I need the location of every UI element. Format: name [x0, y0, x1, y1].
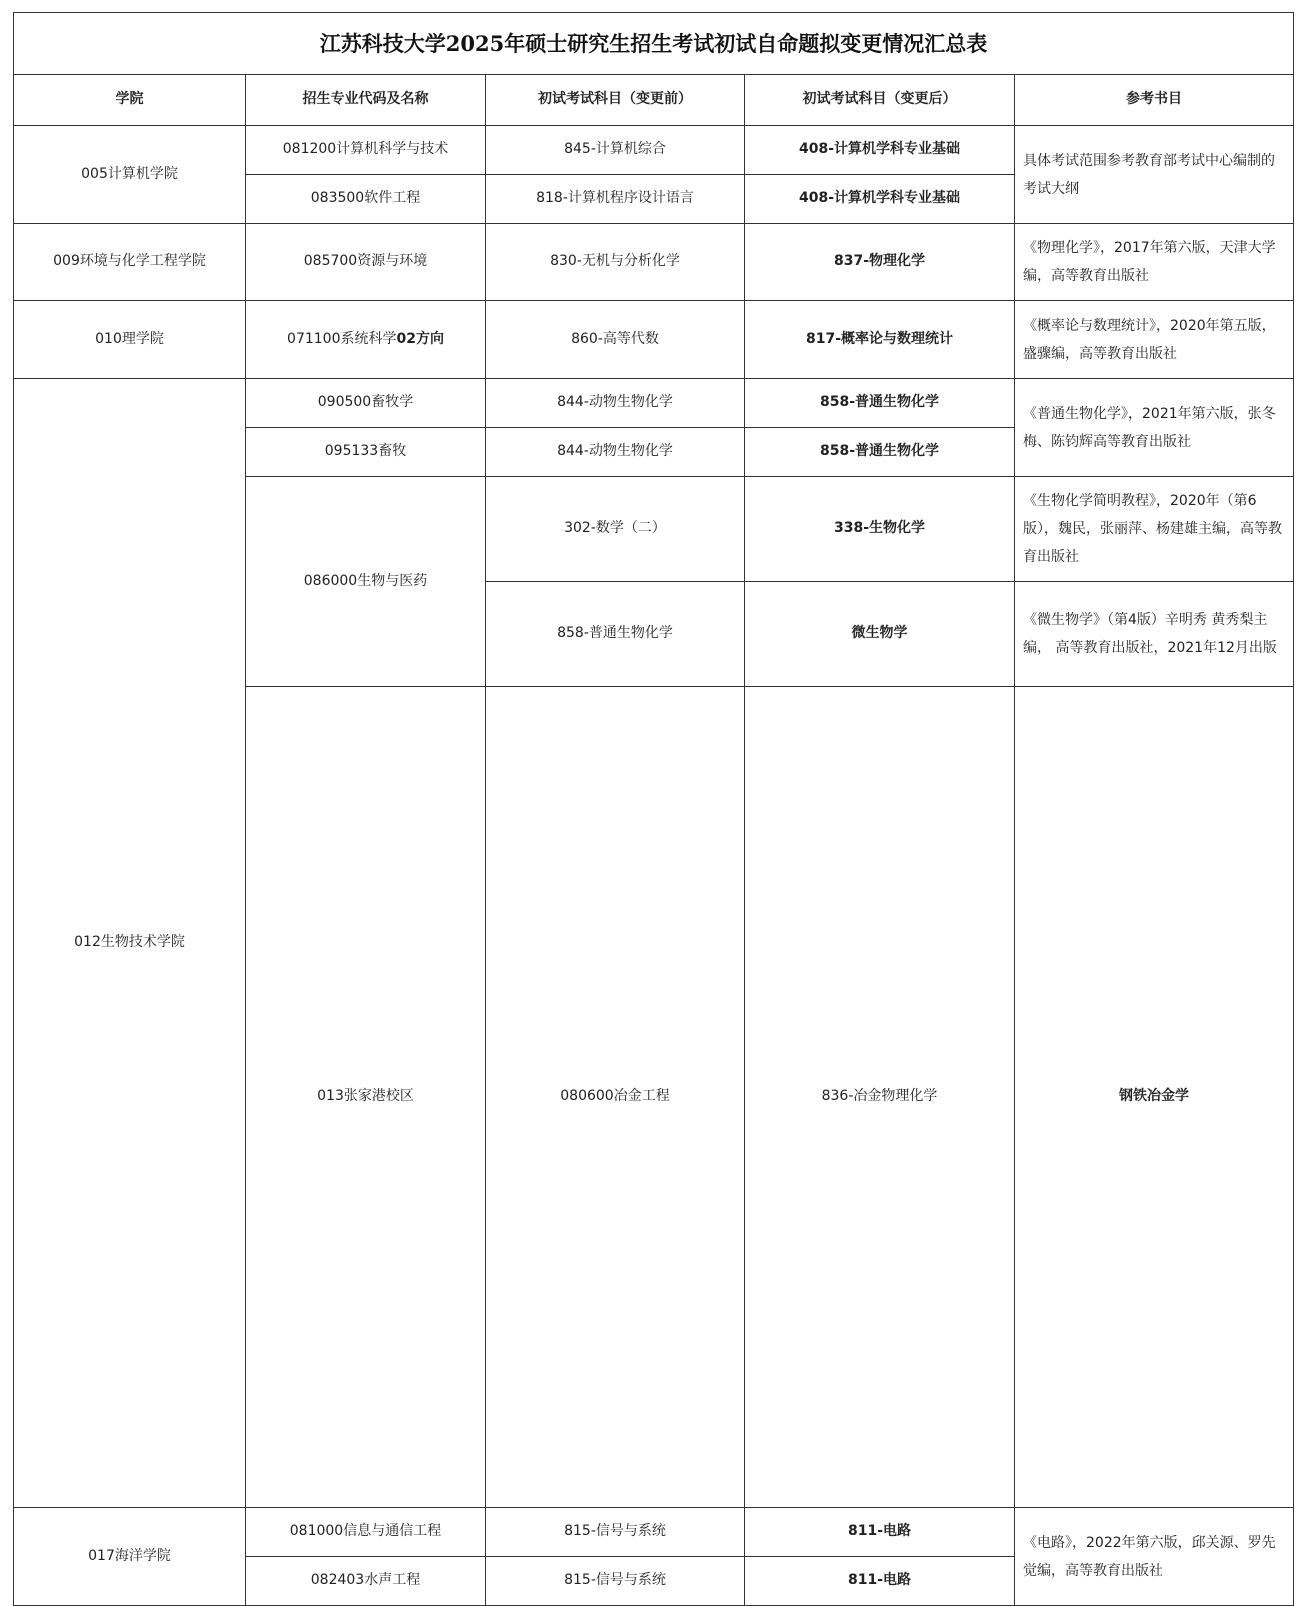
before-cell: 830-无机与分析化学	[486, 224, 745, 301]
before-cell: 815-信号与系统	[486, 1557, 745, 1606]
before-cell: 836-冶金物理化学	[745, 687, 1015, 1508]
header-before: 初试考试科目（变更前）	[486, 75, 745, 126]
after-cell: 811-电路	[745, 1508, 1015, 1557]
after-cell: 817-概率论与数理统计	[745, 301, 1015, 379]
major-cell	[246, 301, 486, 379]
header-college: 学院	[14, 75, 246, 126]
before-cell: 844-动物生物化学	[486, 428, 745, 477]
table-row	[14, 224, 1294, 301]
table-row	[14, 1508, 1294, 1557]
ref-cell: 《生物化学简明教程》，2020年（第6版），魏民，张丽萍、杨建雄主编，高等教育出版社	[1015, 477, 1294, 582]
major-cell: 086000生物与医药	[246, 477, 486, 687]
after-cell: 858-普通生物化学	[745, 379, 1015, 428]
ref-cell: 《普通生物化学》，2021年第六版，张冬梅、陈钧辉高等教育出版社	[1015, 379, 1294, 477]
page-title: 江苏科技大学2025年硕士研究生招生考试初试自命题拟变更情况汇总表	[14, 13, 1294, 75]
ref-cell: 《物理化学》，2017年第六版，天津大学编，高等教育出版社	[1015, 224, 1294, 301]
major-cell: 080600冶金工程	[486, 687, 745, 1508]
major-cell: 083500软件工程	[246, 175, 486, 224]
college-cell: 005计算机学院	[14, 126, 246, 224]
exam-change-table	[13, 12, 1294, 1606]
major-cell: 095133畜牧	[246, 428, 486, 477]
before-cell: 845-计算机综合	[486, 126, 745, 175]
header-major: 招生专业代码及名称	[246, 75, 486, 126]
before-cell: 860-高等代数	[486, 301, 745, 379]
ref-cell: 具体考试范围参考教育部考试中心编制的考试大纲	[1015, 126, 1294, 224]
major-cell: 081000信息与通信工程	[246, 1508, 486, 1557]
after-cell: 钢铁冶金学	[1015, 687, 1294, 1508]
college-cell: 013张家港校区	[246, 687, 486, 1508]
after-cell: 837-物理化学	[745, 224, 1015, 301]
title-row	[14, 13, 1294, 75]
before-cell: 818-计算机程序设计语言	[486, 175, 745, 224]
ref-cell: 《微生物学》（第4版）辛明秀 黄秀梨主编， 高等教育出版社，2021年12月出版	[1015, 582, 1294, 687]
major-cell: 082403水声工程	[246, 1557, 486, 1606]
after-cell: 微生物学	[745, 582, 1015, 687]
after-cell: 858-普通生物化学	[745, 428, 1015, 477]
after-cell: 408-计算机学科专业基础	[745, 175, 1015, 224]
after-cell: 811-电路	[745, 1557, 1015, 1606]
table-row	[14, 301, 1294, 379]
major-direction: 02方向	[396, 330, 444, 347]
table-row	[14, 379, 1294, 428]
college-cell: 012生物技术学院	[14, 379, 246, 1508]
major-cell: 085700资源与环境	[246, 224, 486, 301]
major-cell: 081200计算机科学与技术	[246, 126, 486, 175]
before-cell: 302-数学（二）	[486, 477, 745, 582]
ref-cell: 《概率论与数理统计》，2020年第五版，盛骤编，高等教育出版社	[1015, 301, 1294, 379]
header-ref: 参考书目	[1015, 75, 1294, 126]
college-cell: 017海洋学院	[14, 1508, 246, 1606]
ref-cell: 《电路》，2022年第六版，邱关源、罗先觉编，高等教育出版社	[1015, 1508, 1294, 1606]
before-cell: 844-动物生物化学	[486, 379, 745, 428]
before-cell: 815-信号与系统	[486, 1508, 745, 1557]
college-cell: 010理学院	[14, 301, 246, 379]
major-name: 071100系统科学	[287, 330, 397, 347]
before-cell: 858-普通生物化学	[486, 582, 745, 687]
after-cell: 408-计算机学科专业基础	[745, 126, 1015, 175]
college-cell: 009环境与化学工程学院	[14, 224, 246, 301]
header-after: 初试考试科目（变更后）	[745, 75, 1015, 126]
after-cell: 338-生物化学	[745, 477, 1015, 582]
major-cell: 090500畜牧学	[246, 379, 486, 428]
header-row	[14, 75, 1294, 126]
table-row	[14, 126, 1294, 175]
